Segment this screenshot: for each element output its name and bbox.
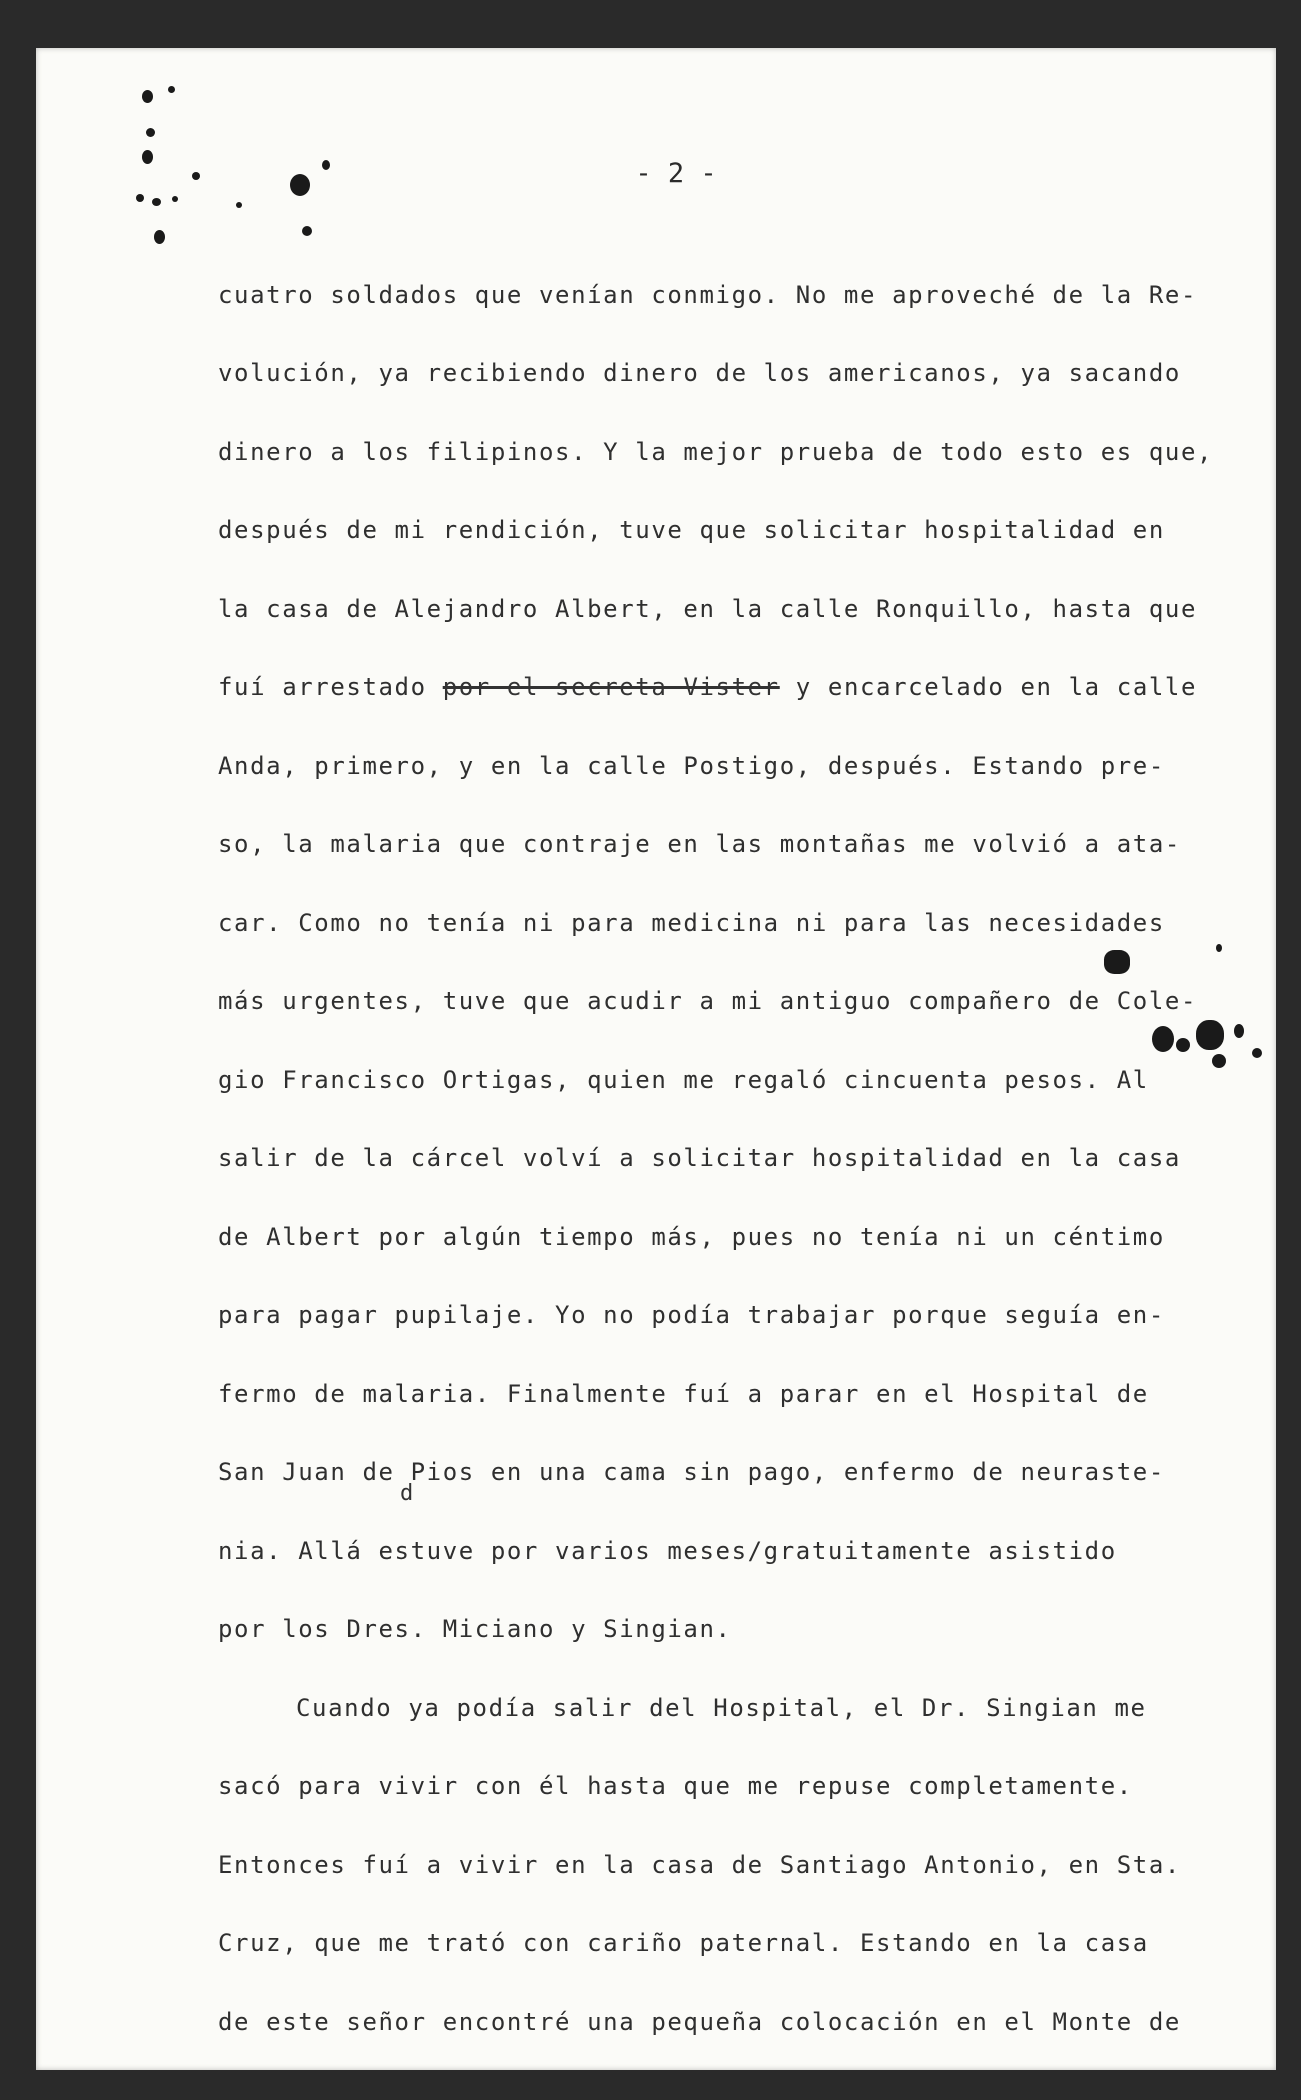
text-line: de este señor encontré una pequeña colocación en el Monte de [218,2008,1181,2036]
text-line: de Albert por algún tiempo más, pues no tenía ni un céntimo [218,1223,1165,1251]
text-line: por los Dres. Miciano y Singian. [218,1615,732,1643]
text-line-paragraph-start: Cuando ya podía salir del Hospital, el Dr. Singian me [296,1694,1147,1722]
struck-text: por el secreta Vister [442,673,780,701]
text-line: dinero a los filipinos. Y la mejor prueba de todo esto es que, [218,438,1214,466]
text-line-with-strikethrough [218,672,1197,702]
text-line: nia. Allá estuve por varios meses/gratuitamente asistido [218,1537,1117,1565]
text-line: sacó para vivir con él hasta que me repuse completamente. [218,1772,1133,1800]
text-segment: fuí arrestado [218,673,443,701]
text-segment: y encarcelado en la calle [779,673,1198,701]
page-number: - 2 - [635,158,717,189]
text-line: so, la malaria que contraje en las montañas me volvió a ata- [218,830,1181,858]
text-line: San Juan de Pios en una cama sin pago, enfermo de neuraste- [218,1458,1165,1486]
text-line: más urgentes, tuve que acudir a mi antiguo compañero de Cole- [218,987,1198,1015]
text-line: fermo de malaria. Finalmente fuí a parar en el Hospital de [218,1380,1149,1408]
text-line: Cruz, que me trató con cariño paternal. Estando en la casa [218,1929,1149,1957]
document-page [36,48,1276,2070]
text-line: después de mi rendición, tuve que solicitar hospitalidad en [218,516,1165,544]
text-line: volución, ya recibiendo dinero de los americanos, ya sacando [218,359,1181,387]
handwritten-correction: d [400,1481,414,1506]
text-line: gio Francisco Ortigas, quien me regaló cincuenta pesos. Al [218,1066,1149,1094]
text-line: salir de la cárcel volví a solicitar hospitalidad en la casa [218,1144,1181,1172]
text-line: la casa de Alejandro Albert, en la calle Ronquillo, hasta que [218,595,1198,623]
text-line: car. Como no tenía ni para medicina ni para las necesidades [218,909,1165,937]
text-line: Entonces fuí a vivir en la casa de Santiago Antonio, en Sta. [218,1851,1181,1879]
text-line: Anda, primero, y en la calle Postigo, después. Estando pre- [218,752,1165,780]
text-line: para pagar pupilaje. Yo no podía trabajar porque seguía en- [218,1301,1165,1329]
text-line: cuatro soldados que venían conmigo. No me aproveché de la Re- [218,281,1198,309]
